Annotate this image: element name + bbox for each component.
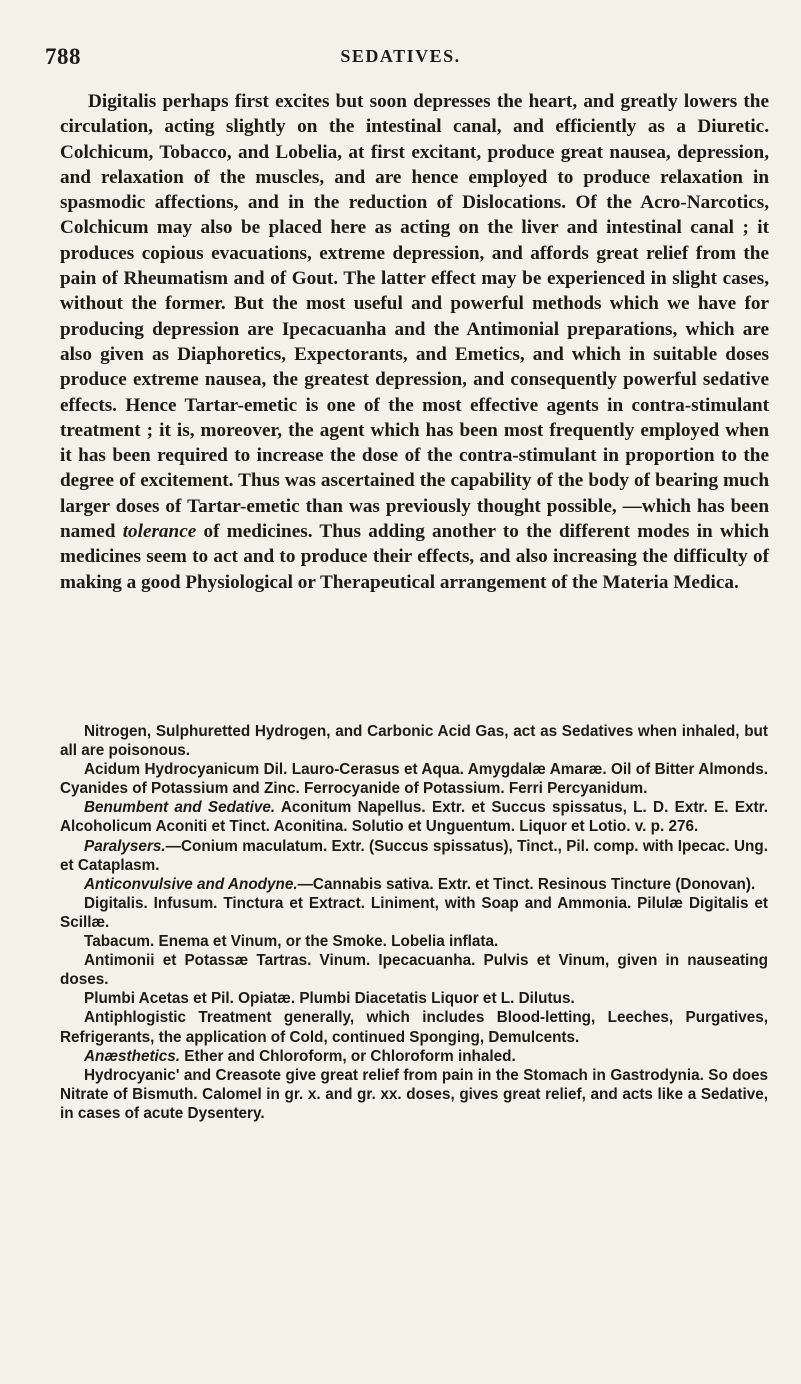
running-title: SEDATIVES. [340, 46, 461, 66]
note-tabacum: Tabacum. Enema et Vinum, or the Smoke. Lobelia inflata. [84, 933, 499, 951]
note-antiphlogistic: Antiphlogistic Treatment generally, which includes Blood-letting, Leeches, Purgatives, Refrigerants, the application of Cold, continued Sponging, Demulcents. [60, 1009, 768, 1046]
note-gases: Nitrogen, Sulphuretted Hydrogen, and Carbonic Acid Gas, act as Sedatives when inhaled, but all are poisonous. [60, 723, 768, 760]
note-digitalis: Digitalis. Infusum. Tinctura et Extract. Liniment, with Soap and Ammonia. Pilulæ Digitalis et Scillæ. [60, 894, 768, 931]
main-paragraph-text-a: Digitalis perhaps first excites but soon depresses the heart, and greatly lowers the circulation, acting slightly on the intestinal canal, and efficiently as a Diuretic. Colchicum, Tobacco, and Lobelia, at first excitant, produce great nausea, depression, and relaxation of the muscles, and are hence employed to produce relaxation in spasmodic affections, and in the reduction of Dislocations. Of the Acro-Narcotics, Colchicum may also be placed here as acting on the liver and intestinal canal ; it produces copious evacuations, extreme depression, and affords great relief from the pain of Rheumatism and of Gout. The latter effect may be experienced in slight cases, without the former. But the most useful and powerful methods which we have for producing depression are Ipecacuanha and the Antimonial preparations, which are also given as Diaphoretics, Expectorants, and Emetics, and which in suitable doses produce extreme nausea, the greatest depression, and consequently powerful sedative effects. Hence Tartar-emetic is one of the most effective agents in contra-stimulant treatment ; it is, moreover, the agent which has been most frequently employed when it has been required to increase the dose of the contra-stimulant in proportion to the degree of excitement. Thus was ascertained the capability of the body of bearing much larger doses of Tartar-emetic than was previously thought possible, —which has been named [60, 91, 769, 543]
note-anticonvulsive: Anticonvulsive and Anodyne.—Cannabis sativa. Extr. et Tinct. Resinous Tincture (Donovan). [84, 875, 756, 893]
page-header [45, 44, 756, 74]
note-benumbent: Benumbent and Sedative. Aconitum Napellus. Extr. et Succus spissatus, L. D. Extr. E. Extr. Alcoholicum Aconiti et Tinct. Aconitina. Solutio et Unguentum. Liquor et Lotio. v. p. 276. [60, 799, 768, 836]
note-anaesthetics: Anæsthetics. Ether and Chloroform, or Chloroform inhaled. [84, 1047, 516, 1065]
note-gastrodynia: Hydrocyanic' and Creasote give great relief from pain in the Stomach in Gastrodynia. So does Nitrate of Bismuth. Calomel in gr. x. and gr. xx. doses, gives great relief, and acts like a Sedative, in cases of acute Dysentery. [60, 1066, 768, 1122]
note-paralysers: Paralysers.—Conium maculatum. Extr. (Succus spissatus), Tinct., Pil. comp. with Ipecac. Ung. et Cataplasm. [60, 837, 768, 874]
note-hydrocyanic: Acidum Hydrocyanicum Dil. Lauro-Cerasus et Aqua. Amygdalæ Amaræ. Oil of Bitter Almonds. Cyanides of Potassium and Zinc. Ferrocyanide of Potassium. Ferri Percyanidum. [60, 761, 768, 798]
main-paragraph-text-b: of medicines. Thus adding another to the different modes in which medicines seem to act and to produce their effects, and also increasing the difficulty of making a good Physiological or Therapeutical arrangement of the Materia Medica. [60, 521, 769, 593]
notes-section [60, 722, 768, 1123]
main-paragraph [60, 89, 769, 595]
note-plumbi: Plumbi Acetas et Pil. Opiatæ. Plumbi Diacetatis Liquor et L. Dilutus. [84, 990, 575, 1008]
page-number: 788 [45, 44, 81, 69]
note-antimonii: Antimonii et Potassæ Tartras. Vinum. Ipecacuanha. Pulvis et Vinum, given in nauseating doses. [60, 952, 768, 989]
tolerance-term: tolerance [122, 521, 197, 543]
